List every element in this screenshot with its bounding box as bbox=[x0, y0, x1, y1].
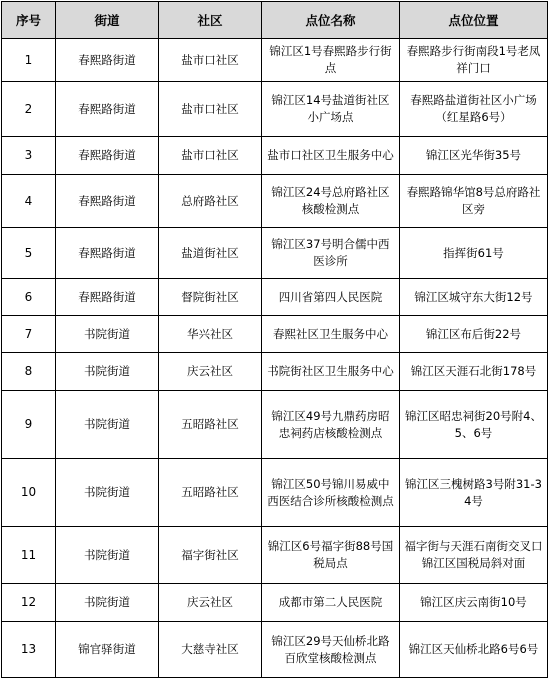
table-row bbox=[2, 39, 548, 82]
cell-site-name: 锦江区50号锦川易威中西医结合诊所核酸检测点 bbox=[262, 459, 400, 527]
table-row bbox=[2, 391, 548, 459]
cell-site-location: 锦江区昭忠祠街20号附4、5、6号 bbox=[400, 391, 548, 459]
cell-no: 10 bbox=[2, 459, 56, 527]
cell-site-location: 锦江区三槐树路3号附31-34号 bbox=[400, 459, 548, 527]
cell-site-name: 锦江区6号福字街88号国税局点 bbox=[262, 527, 400, 584]
cell-no: 3 bbox=[2, 137, 56, 175]
cell-street: 书院街道 bbox=[56, 527, 159, 584]
cell-community: 盐市口社区 bbox=[159, 82, 262, 137]
cell-site-location: 指挥街61号 bbox=[400, 228, 548, 279]
table-body bbox=[2, 39, 548, 678]
cell-site-location: 锦江区布后街22号 bbox=[400, 316, 548, 353]
cell-no: 6 bbox=[2, 279, 56, 316]
cell-community: 福字街社区 bbox=[159, 527, 262, 584]
cell-community: 庆云社区 bbox=[159, 584, 262, 622]
cell-street: 春熙路街道 bbox=[56, 228, 159, 279]
cell-site-location: 锦江区光华街35号 bbox=[400, 137, 548, 175]
cell-community: 大慈寺社区 bbox=[159, 622, 262, 678]
cell-no: 11 bbox=[2, 527, 56, 584]
cell-site-name: 成都市第二人民医院 bbox=[262, 584, 400, 622]
testing-sites-table bbox=[1, 1, 548, 678]
cell-community: 华兴社区 bbox=[159, 316, 262, 353]
cell-community: 督院街社区 bbox=[159, 279, 262, 316]
cell-no: 1 bbox=[2, 39, 56, 82]
cell-street: 锦官驿街道 bbox=[56, 622, 159, 678]
table-row bbox=[2, 82, 548, 137]
cell-site-name: 盐市口社区卫生服务中心 bbox=[262, 137, 400, 175]
cell-site-location: 春熙路步行街南段1号老凤祥门口 bbox=[400, 39, 548, 82]
cell-community: 五昭路社区 bbox=[159, 459, 262, 527]
cell-street: 书院街道 bbox=[56, 391, 159, 459]
cell-site-name: 锦江区29号天仙桥北路百欣堂核酸检测点 bbox=[262, 622, 400, 678]
header-site-location: 点位位置 bbox=[400, 2, 548, 39]
cell-street: 书院街道 bbox=[56, 353, 159, 391]
table-row bbox=[2, 353, 548, 391]
table-header bbox=[2, 2, 548, 39]
cell-site-location: 福字街与天涯石南街交叉口锦江区国税局斜对面 bbox=[400, 527, 548, 584]
cell-community: 总府路社区 bbox=[159, 175, 262, 228]
table-row bbox=[2, 137, 548, 175]
cell-site-name: 四川省第四人民医院 bbox=[262, 279, 400, 316]
cell-street: 书院街道 bbox=[56, 584, 159, 622]
table-row bbox=[2, 316, 548, 353]
cell-site-name: 春熙社区卫生服务中心 bbox=[262, 316, 400, 353]
cell-site-name: 书院街社区卫生服务中心 bbox=[262, 353, 400, 391]
table-row bbox=[2, 279, 548, 316]
cell-no: 4 bbox=[2, 175, 56, 228]
cell-community: 庆云社区 bbox=[159, 353, 262, 391]
header-row bbox=[2, 2, 548, 39]
cell-street: 春熙路街道 bbox=[56, 137, 159, 175]
cell-street: 春熙路街道 bbox=[56, 82, 159, 137]
cell-no: 2 bbox=[2, 82, 56, 137]
cell-no: 12 bbox=[2, 584, 56, 622]
table-row bbox=[2, 527, 548, 584]
cell-community: 五昭路社区 bbox=[159, 391, 262, 459]
cell-street: 书院街道 bbox=[56, 459, 159, 527]
cell-site-location: 春熙路锦华馆8号总府路社区旁 bbox=[400, 175, 548, 228]
table-row bbox=[2, 622, 548, 678]
cell-community: 盐道街社区 bbox=[159, 228, 262, 279]
cell-street: 书院街道 bbox=[56, 316, 159, 353]
cell-site-name: 锦江区1号春熙路步行街点 bbox=[262, 39, 400, 82]
cell-street: 春熙路街道 bbox=[56, 175, 159, 228]
cell-site-location: 锦江区城守东大街12号 bbox=[400, 279, 548, 316]
header-community: 社区 bbox=[159, 2, 262, 39]
table-row bbox=[2, 228, 548, 279]
table-row bbox=[2, 459, 548, 527]
cell-site-location: 春熙路盐道街社区小广场（红星路6号） bbox=[400, 82, 548, 137]
cell-no: 9 bbox=[2, 391, 56, 459]
header-no: 序号 bbox=[2, 2, 56, 39]
cell-site-location: 锦江区庆云南街10号 bbox=[400, 584, 548, 622]
header-street: 街道 bbox=[56, 2, 159, 39]
cell-site-name: 锦江区24号总府路社区核酸检测点 bbox=[262, 175, 400, 228]
table-row bbox=[2, 584, 548, 622]
cell-no: 5 bbox=[2, 228, 56, 279]
cell-site-name: 锦江区14号盐道街社区小广场点 bbox=[262, 82, 400, 137]
cell-site-name: 锦江区37号明合儒中西医诊所 bbox=[262, 228, 400, 279]
table-row bbox=[2, 175, 548, 228]
cell-no: 13 bbox=[2, 622, 56, 678]
cell-community: 盐市口社区 bbox=[159, 39, 262, 82]
cell-street: 春熙路街道 bbox=[56, 279, 159, 316]
cell-site-location: 锦江区天涯石北街178号 bbox=[400, 353, 548, 391]
cell-community: 盐市口社区 bbox=[159, 137, 262, 175]
cell-street: 春熙路街道 bbox=[56, 39, 159, 82]
header-site-name: 点位名称 bbox=[262, 2, 400, 39]
cell-no: 8 bbox=[2, 353, 56, 391]
cell-no: 7 bbox=[2, 316, 56, 353]
cell-site-location: 锦江区天仙桥北路6号6号 bbox=[400, 622, 548, 678]
cell-site-name: 锦江区49号九鼎药房昭忠祠药店核酸检测点 bbox=[262, 391, 400, 459]
